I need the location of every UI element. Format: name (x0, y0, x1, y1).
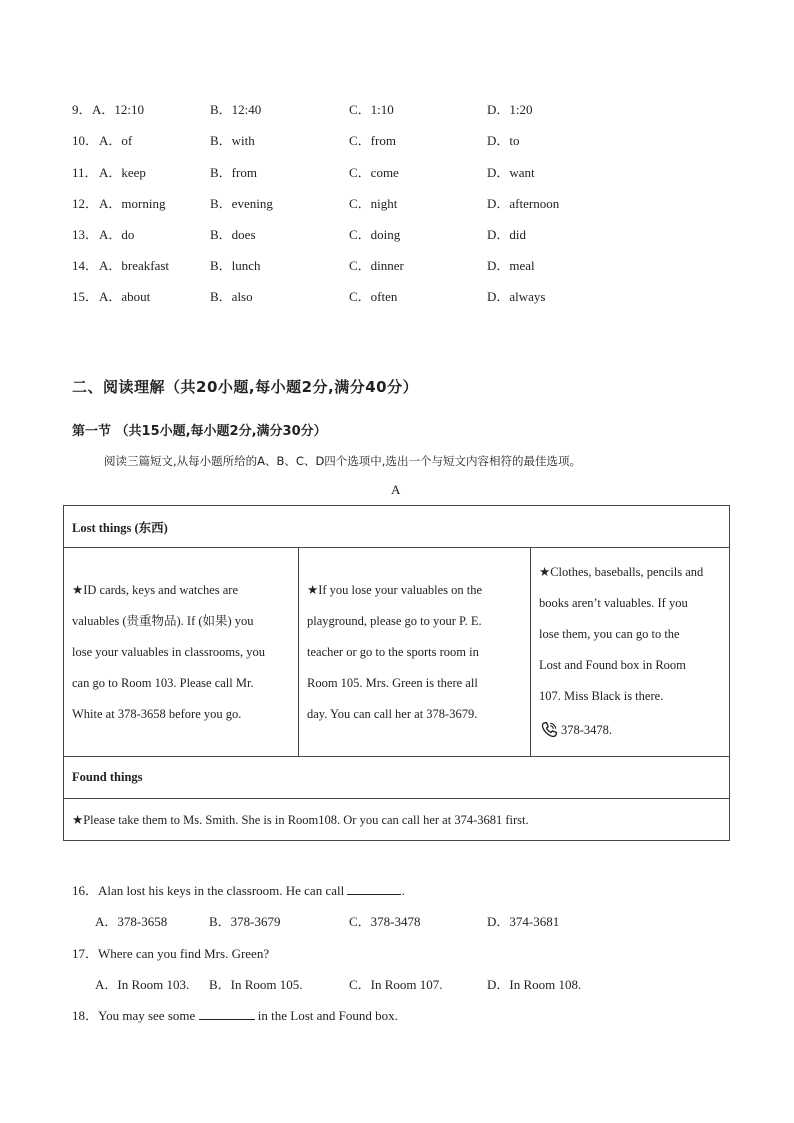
answer-blank (199, 1007, 255, 1020)
cell-line: 107. Miss Black is there. (539, 688, 664, 703)
option-d: D．1:20 (487, 102, 533, 117)
option-d: D．afternoon (487, 196, 560, 211)
option-b: B．In Room 105. (209, 977, 303, 992)
lost-cell-box (531, 548, 730, 757)
cell-line: can go to Room 103. Please call Mr. (72, 675, 254, 690)
option-c: C．1:10 (349, 102, 394, 117)
option-d: D．always (487, 289, 546, 304)
option-a: A．breakfast (99, 258, 170, 273)
option-d: D．to (487, 133, 520, 148)
section-title: 二、阅读理解（共20小题,每小题2分,满分40分） (72, 378, 419, 396)
cell-line: ★ID cards, keys and watches are (72, 582, 238, 597)
option-a: A．of (99, 133, 133, 148)
option-c: C．come (349, 165, 399, 180)
question-stem: 16．Alan lost his keys in the classroom. He can call (72, 883, 348, 898)
question-number: 10． (72, 133, 99, 148)
cell-line: ★Clothes, baseballs, pencils and (539, 564, 704, 579)
question-16 (72, 880, 405, 899)
option-b: B．from (210, 165, 257, 180)
cell-line: valuables (贵重物品). If (如果) you (72, 613, 254, 628)
option-c: C．doing (349, 227, 401, 242)
option-d: D．374-3681 (487, 914, 560, 929)
cell-line: playground, please go to your P. E. (307, 613, 482, 628)
option-c: C．dinner (349, 258, 404, 273)
option-a: A．In Room 103. (95, 977, 190, 992)
phone-icon (539, 720, 559, 740)
option-b: B．also (210, 289, 253, 304)
option-c: C．378-3478 (349, 914, 421, 929)
question-stem: 18．You may see some (72, 1008, 199, 1023)
option-b: B．with (210, 133, 255, 148)
question-stem-end: in the Lost and Found box. (254, 1008, 398, 1023)
option-a: A．do (99, 227, 135, 242)
option-b: B．12:40 (210, 102, 262, 117)
option-c: C．from (349, 133, 396, 148)
option-a: A．about (99, 289, 151, 304)
option-c: C．often (349, 289, 398, 304)
question-number: 13． (72, 227, 99, 242)
question-stem-end: . (401, 883, 405, 898)
phone-line (539, 712, 721, 748)
cell-line: teacher or go to the sports room in (307, 644, 479, 659)
question-number: 15． (72, 289, 99, 304)
option-c: C．In Room 107. (349, 977, 443, 992)
lost-cell-classroom (64, 548, 299, 757)
phone-number: 378-3478. (561, 722, 613, 737)
lost-cell-playground (299, 548, 531, 757)
option-a: A．keep (99, 165, 146, 180)
option-b: B．lunch (210, 258, 261, 273)
cell-line: Room 105. Mrs. Green is there all (307, 675, 478, 690)
option-b: B．does (210, 227, 256, 242)
found-things-header: Found things (64, 757, 730, 799)
lost-things-header: Lost things (东西) (64, 506, 730, 548)
found-things-text: ★Please take them to Ms. Smith. She is in Room108. Or you can call her at 374-3681 first. (64, 799, 730, 841)
option-d: D．In Room 108. (487, 977, 582, 992)
option-b: B．evening (210, 196, 273, 211)
option-a: A．morning (99, 196, 166, 211)
option-d: D．want (487, 165, 535, 180)
cell-line: lose your valuables in classrooms, you (72, 644, 266, 659)
option-a: A．378-3658 (95, 914, 168, 929)
subsection-title: 第一节 （共15小题,每小题2分,满分30分） (72, 424, 327, 439)
question-number: 9． (72, 102, 92, 117)
passage-label: A (391, 482, 401, 497)
cell-line: ★If you lose your valuables on the (307, 582, 483, 597)
answer-blank (347, 882, 401, 895)
cell-line: books aren’t valuables. If you (539, 595, 688, 610)
question-18 (72, 1005, 398, 1024)
question-17 (72, 943, 269, 962)
option-c: C．night (349, 196, 398, 211)
option-d: D．meal (487, 258, 535, 273)
option-a: A．12:10 (92, 102, 145, 117)
cell-line: White at 378-3658 before you go. (72, 706, 242, 721)
cell-line: day. You can call her at 378-3679. (307, 706, 478, 721)
option-d: D．did (487, 227, 527, 242)
question-number: 14． (72, 258, 99, 273)
instructions: 阅读三篇短文,从每小题所给的A、B、C、D四个选项中,选出一个与短文内容相符的最佳选项。 (104, 454, 581, 468)
question-number: 12． (72, 196, 99, 211)
cell-line: Lost and Found box in Room (539, 657, 686, 672)
question-number: 11． (72, 165, 98, 180)
option-b: B．378-3679 (209, 914, 281, 929)
lost-found-table (63, 505, 730, 841)
question-stem: 17．Where can you find Mrs. Green? (72, 946, 270, 961)
cell-line: lose them, you can go to the (539, 626, 680, 641)
